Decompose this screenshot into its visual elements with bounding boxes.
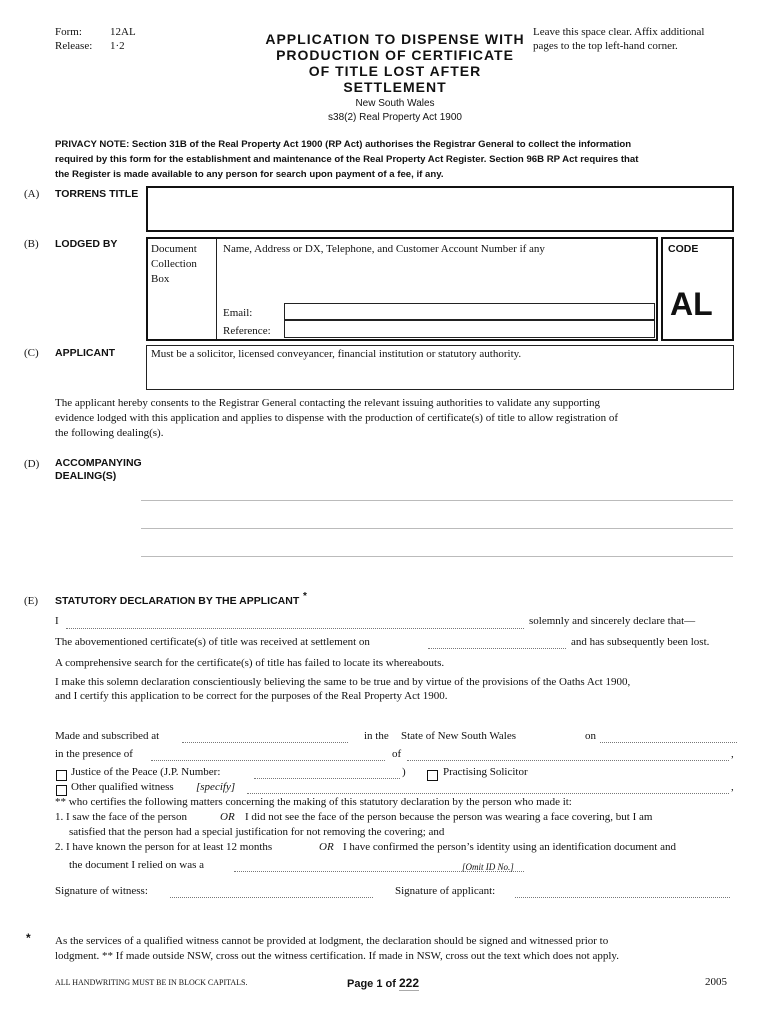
state-label: State of New South Wales <box>401 730 517 742</box>
act-subtitle: s38(2) Real Property Act 1900 <box>328 112 462 123</box>
applicant-note: Must be a solicitor, licensed conveyancer, financial institution or statutory authority. <box>151 348 522 360</box>
email-label: Email: <box>223 307 253 319</box>
jp-number-field[interactable] <box>254 778 400 779</box>
section-d-label <box>55 457 142 483</box>
doc-box-line-1: Document <box>151 243 197 255</box>
witness-address-field[interactable] <box>407 760 729 761</box>
subsequently-lost-text: and has subsequently been lost. <box>571 636 710 648</box>
doc-box-line-2: Collection <box>151 258 197 270</box>
form-year: 2005 <box>705 976 727 988</box>
search-text: A comprehensive search for the certificate(s) of title has failed to locate its whereabouts. <box>55 657 445 669</box>
form-value: 12AL <box>110 26 136 38</box>
made-at-label: Made and subscribed at <box>55 730 160 742</box>
section-e-star: * <box>303 591 307 602</box>
state-subtitle: New South Wales <box>355 98 435 109</box>
witness-name-field[interactable] <box>151 760 385 761</box>
consent-line-3: the following dealing(s). <box>55 427 164 439</box>
applicant-signature-label: Signature of applicant: <box>395 885 496 897</box>
code-label: CODE <box>668 243 699 255</box>
on-label: on <box>585 730 596 742</box>
release-label: Release: <box>55 40 93 52</box>
form-title <box>255 31 535 95</box>
declarant-name-field[interactable] <box>66 628 524 629</box>
dealing-line-2[interactable] <box>141 528 733 529</box>
clear-space-note-1: Leave this space clear. Affix additional <box>533 26 705 38</box>
specify-label: [specify] <box>196 781 236 793</box>
omit-id-note: [Omit ID No.] <box>462 862 514 872</box>
name-address-label: Name, Address or DX, Telephone, and Customer Account Number if any <box>223 243 545 255</box>
section-d-label-2: DEALING(S) <box>55 470 117 482</box>
other-witness-field[interactable] <box>247 793 729 794</box>
section-d-label-1: ACCOMPANYING <box>55 457 142 469</box>
section-b-label: LODGED BY <box>55 238 118 250</box>
belief-line-2: and I certify this application to be correct for the purposes of the Real Property Act 1900. <box>55 690 448 702</box>
section-c-label: APPLICANT <box>55 347 116 359</box>
item1-or: OR <box>220 811 235 823</box>
privacy-note <box>55 137 735 182</box>
item1-c: satisfied that the person had a special justification for not removing the covering; and <box>69 826 445 838</box>
section-b-letter: (B) <box>24 238 39 250</box>
release-value: 1·2 <box>110 40 125 52</box>
item2-b: I have confirmed the person’s identity using an identification document and <box>343 841 676 853</box>
applicant-signature-field[interactable] <box>515 897 730 898</box>
clear-space-note-2: pages to the top left-hand corner. <box>533 40 678 52</box>
dealing-line-1[interactable] <box>141 500 733 501</box>
certifies-text: ** who certifies the following matters concerning the making of this statutory declaration by the person who made it: <box>55 796 572 808</box>
reference-label: Reference: <box>223 325 271 337</box>
item2-a: 2. I have known the person for at least 12 months <box>55 841 273 853</box>
received-text: The abovementioned certificate(s) of title was received at settlement on <box>55 636 370 648</box>
form-label: Form: <box>55 26 82 38</box>
other-witness-label: Other qualified witness <box>71 781 174 793</box>
title-line-4: SETTLEMENT <box>343 79 447 95</box>
other-comma: , <box>731 781 734 793</box>
section-d-letter: (D) <box>24 458 40 470</box>
doc-box-line-3: Box <box>151 273 170 285</box>
witness-signature-label: Signature of witness: <box>55 885 148 897</box>
title-line-3: OF TITLE LOST AFTER <box>308 63 482 79</box>
dealing-line-3[interactable] <box>141 556 733 557</box>
title-line-1: APPLICATION TO DISPENSE WITH <box>265 31 525 47</box>
presence-label: in the presence of <box>55 748 133 760</box>
in-the-label: in the <box>364 730 389 742</box>
section-a-label: TORRENS TITLE <box>55 188 139 200</box>
item1-b: I did not see the face of the person because the person was wearing a face covering, but I am <box>245 811 653 823</box>
title-line-2: PRODUCTION OF CERTIFICATE <box>276 47 514 63</box>
footer-note <box>55 934 619 964</box>
section-c-letter: (C) <box>24 347 39 359</box>
jp-label: Justice of the Peace (J.P. Number: <box>71 766 221 778</box>
settlement-date-field[interactable] <box>428 648 566 649</box>
consent-line-1: The applicant hereby consents to the Registrar General contacting the relevant issuing authorities to validate any supporting <box>55 397 600 409</box>
code-value: AL <box>670 286 713 322</box>
page-indicator <box>347 976 419 990</box>
made-on-date-field[interactable] <box>600 742 737 743</box>
declarant-i-label: I <box>55 615 59 627</box>
consent-paragraph <box>55 396 745 441</box>
footer-note-1: As the services of a qualified witness cannot be provided at lodgment, the declaration should be signed and witnessed prior to <box>55 935 609 947</box>
page-total: 222 <box>398 976 419 990</box>
privacy-line-3: the Register is made available to any person for search upon payment of a fee, if any. <box>55 169 444 180</box>
presence-comma: , <box>731 748 734 760</box>
document-collection-box[interactable] <box>151 242 197 287</box>
page-prefix: Page 1 of <box>347 978 396 990</box>
item1-a: 1. I saw the face of the person <box>55 811 187 823</box>
section-e-label: STATUTORY DECLARATION BY THE APPLICANT <box>55 595 300 607</box>
solemnly-declare: solemnly and sincerely declare that— <box>529 615 696 627</box>
item2-c: the document I relied on was a <box>69 859 205 871</box>
privacy-line-1: PRIVACY NOTE: Section 31B of the Real Property Act 1900 (RP Act) authorises the Registrar General to collect the information <box>55 139 632 150</box>
belief-line-1: I make this solemn declaration conscientiously believing the same to be true and by virtue of the provisions of the Oaths Act 1900, <box>55 676 631 688</box>
solicitor-checkbox[interactable] <box>427 767 442 785</box>
of-label: of <box>392 748 402 760</box>
jp-close: ) <box>402 766 406 778</box>
item2-or: OR <box>319 841 334 853</box>
section-a-letter: (A) <box>24 188 40 200</box>
torrens-title-field[interactable] <box>146 186 734 232</box>
privacy-line-2: required by this form for the establishment and maintenance of the Real Property Act Register. Section 96B RP Act requires that <box>55 154 639 165</box>
made-at-field[interactable] <box>182 742 348 743</box>
handwriting-note: ALL HANDWRITING MUST BE IN BLOCK CAPITALS. <box>55 978 248 987</box>
footer-star: * <box>26 931 31 945</box>
doc-box-divider <box>216 239 217 339</box>
solicitor-label: Practising Solicitor <box>443 766 528 778</box>
email-field[interactable] <box>284 303 655 320</box>
reference-field[interactable] <box>284 320 655 338</box>
belief-statement <box>55 675 630 703</box>
section-e-letter: (E) <box>24 595 39 607</box>
consent-line-2: evidence lodged with this application and applies to dispense with the production of certificate(s) of title to allow registration of <box>55 412 618 424</box>
footer-note-2: lodgment. ** If made outside NSW, cross out the witness certification. If made in NSW, cross out the text which does not apply. <box>55 950 619 962</box>
witness-signature-field[interactable] <box>170 897 373 898</box>
